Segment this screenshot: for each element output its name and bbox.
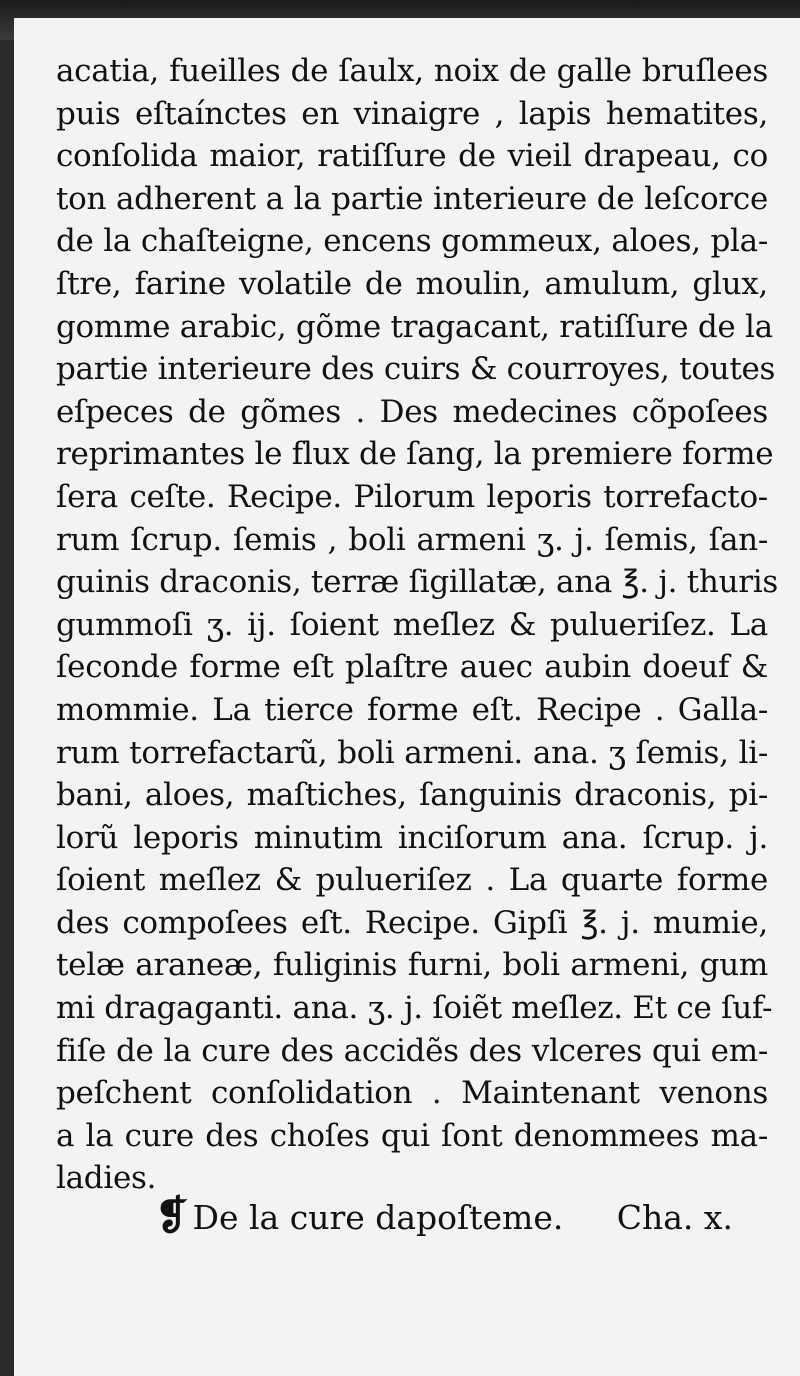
text-line: rum torrefactarũ, boli armeni. ana. ʒ ſemis, li- [56,734,768,771]
pilcrow-icon: ❡ [155,1192,189,1239]
text-line: partie interieure des cuirs & courroyes, toutes [56,351,776,388]
text-line: ladies. [56,1160,157,1197]
text-line: conſolida maior, ratiſſure de vieil drapeau, co [56,138,768,175]
text-line: fiſe de la cure des accidẽs des vlceres qui em- [56,1032,768,1069]
text-line: rum ſcrup. ſemis , boli armeni ʒ. j. ſemis, ſan- [56,521,768,558]
text-line: des compoſees eſt. Recipe. Gipſi ℥. j. mumie, [56,904,768,941]
text-line: telæ araneæ, fuliginis furni, boli armeni, gum [56,947,768,984]
chapter-heading [155,1192,733,1239]
body-text [56,50,778,1200]
text-line: puis eſtaínctes en vinaigre , lapis hematites, [56,95,768,132]
heading-left [155,1192,563,1239]
text-line: peſchent conſolidation . Maintenant venons [56,1075,768,1112]
text-line: eſpeces de gõmes . Des medecines cõpoſees [56,393,768,430]
text-line: ſeconde forme eſt plaſtre auec aubin doeuf & [56,649,768,686]
text-line: acatia, fueilles de ſaulx, noix de galle bruſlees [56,53,768,89]
text-line: gummoſi ʒ. ij. ſoient meſlez & pulueriſez. La [56,606,768,643]
text-line: de la chaſteigne, encens gommeux, aloes, pla- [56,223,768,260]
text-line: guinis draconis, terræ ſigillatæ, ana ℥. j. thuris [56,564,778,601]
text-line: gomme arabic, gõme tragacant, ratiſſure de la [56,308,773,345]
text-line: ſoient meſlez & pulueriſez . La quarte forme [56,862,768,899]
text-line: ſtre, farine volatile de moulin, amulum, glux, [56,265,768,302]
text-line: reprimantes le flux de ſang, la premiere forme [56,436,774,473]
text-line: mi dragaganti. ana. ʒ. j. ſoiẽt meſlez. Et ce ſuf- [56,990,773,1027]
heading-title: De la cure dapoſteme. [192,1198,564,1237]
text-line: ſera ceſte. Recipe. Pilorum leporis torrefacto- [56,478,768,515]
text-line: bani, aloes, maſtiches, ſanguinis draconis, pi- [56,777,768,814]
text-line: ton adherent a la partie interieure de leſcorce [56,180,768,217]
book-page [14,18,800,1376]
text-line: mommie. La tierce forme eſt. Recipe . Galla- [56,691,768,728]
text-line: lorũ leporis minutim inciſorum ana. ſcrup. j. [56,819,768,856]
text-line: a la cure des choſes qui ſont denommees ma- [56,1117,768,1154]
chapter-number: Cha. x. [616,1198,733,1237]
